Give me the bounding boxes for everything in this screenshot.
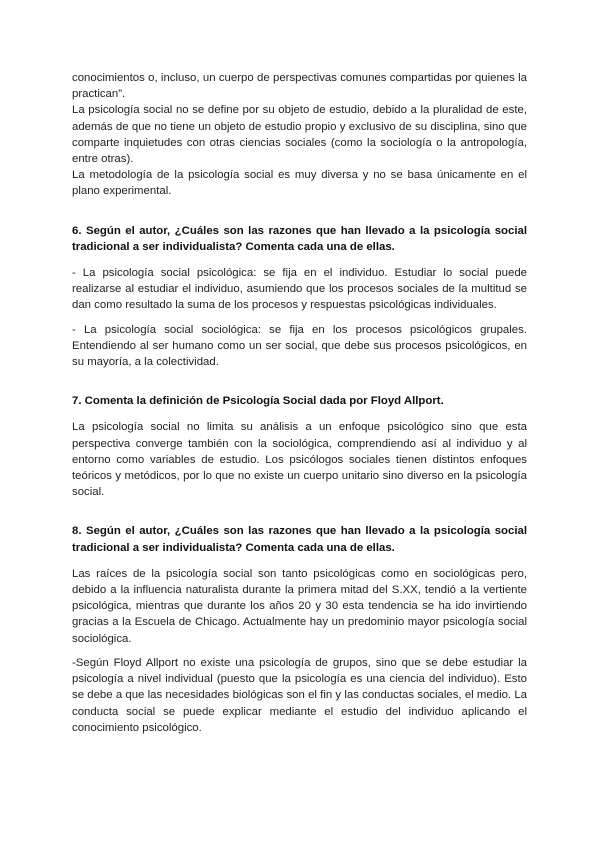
intro-paragraph-methodology: La metodología de la psicología social es muy diversa y no se basa únicamente en el plano experimental. [72, 169, 527, 198]
question-6-answer-sociological: - La psicología social sociológica: se fija en los procesos psicológicos grupales. Entendiendo al ser humano como un ser social, que debe sus procesos psicológicos, en su mayoría, a la colectividad. [72, 323, 527, 369]
question-8-answer-roots: Las raíces de la psicología social son tanto psicológicas como en sociológicas pero, debido a la influencia naturalista durante la primera mitad del S.XX, tendió a la vertiente psicológica, mientras que durante los años 20 y 30 esta tendencia se ha ido invirtiendo gracias a la Escuela de Chicago. Actualmente hay un predominio mayor psicología social sociológica. [72, 567, 527, 645]
question-8-heading: 8. Según el autor, ¿Cuáles son las razones que han llevado a la psicología social tradicional a ser individualista? Comenta cada una de ellas. [72, 525, 527, 554]
question-8-answer-allport: -Según Floyd Allport no existe una psicología de grupos, sino que se debe estudiar la psicología a nivel individual (puesto que la psicología es una ciencia del individuo). Esto se debe a que las necesidades biológicas son el fin y las conductas sociales, el medio. La conducta social se puede explicar mediante el estudio del individuo aplicando el conocimiento psicológico. [72, 656, 527, 734]
question-7-answer: La psicología social no limita su análisis a un enfoque psicológico sino que esta perspectiva converge también con la sociológica, comprendiendo así al individuo y al entorno como variables de estudio. Los psicólogos sociales tienen distintos enfoques teóricos y metódicos, por lo que no existe un cuerpo unitario sino diverso en la psicología social. [72, 421, 527, 499]
question-6-heading: 6. Según el autor, ¿Cuáles son las razones que han llevado a la psicología social tradicional a ser individualista? Comenta cada una de ellas. [72, 224, 527, 253]
question-7-heading: 7. Comenta la definición de Psicología Social dada por Floyd Allport. [72, 395, 444, 408]
document-page [72, 70, 527, 736]
intro-paragraph-definition: La psicología social no se define por su objeto de estudio, debido a la pluralidad de este, además de que no tiene un objeto de estudio propio y exclusivo de su disciplina, sino que comparte inquietudes con otras ciencias sociales (como la sociología o la antropología, entre otras). [72, 104, 527, 166]
intro-paragraph-continuation: conocimientos o, incluso, un cuerpo de perspectivas comunes compartidas por quienes la practican”. [72, 72, 527, 101]
question-6-answer-psychological: - La psicología social psicológica: se fija en el individuo. Estudiar lo social puede realizarse al estudiar el individuo, asumiendo que los procesos sociales de la multitud se dan como resultado la suma de los procesos y respuestas psicológicas individuales. [72, 267, 527, 312]
